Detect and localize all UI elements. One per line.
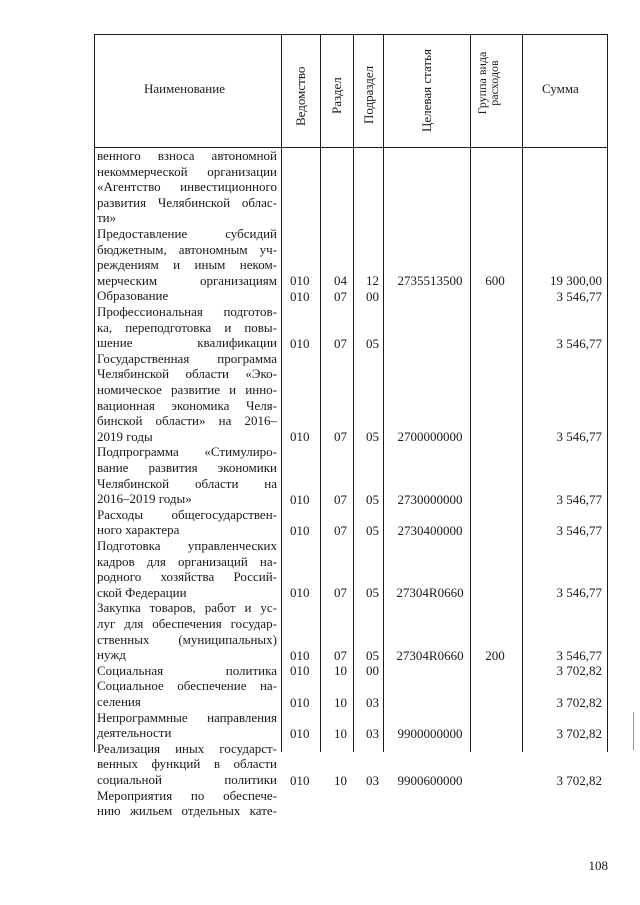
target-article-code: 9900000000 — [397, 725, 463, 741]
col-divider — [281, 34, 282, 752]
table-border-right — [607, 34, 608, 752]
row-name — [97, 741, 277, 788]
col-divider — [320, 34, 321, 752]
row-name-line: вание развития экономики — [97, 459, 277, 475]
sum-value: 3 546,77 — [556, 522, 602, 538]
department-code: 010 — [290, 335, 310, 351]
row-name — [97, 304, 277, 351]
row-name — [97, 788, 277, 819]
target-article-code: 9900600000 — [397, 772, 463, 788]
sum-value: 3 546,77 — [556, 647, 602, 663]
row-name — [97, 226, 277, 288]
section-code: 10 — [334, 772, 347, 788]
row-name-line: Государственная программа — [97, 350, 277, 366]
table-border-left — [94, 34, 95, 752]
row-name-line: мерческим организациям — [97, 272, 277, 288]
section-code: 07 — [334, 429, 347, 445]
section-code: 07 — [334, 491, 347, 507]
section-code: 10 — [334, 663, 347, 679]
section-code: 04 — [334, 273, 347, 289]
subsection-code: 05 — [366, 647, 379, 663]
sum-value: 3 546,77 — [556, 585, 602, 601]
department-code: 010 — [290, 273, 310, 289]
target-article-code: 2730400000 — [397, 522, 463, 538]
header-expense-group: Группа вида расходов — [475, 51, 501, 115]
header-name: Наименование — [144, 81, 225, 96]
sum-value: 3 546,77 — [556, 288, 602, 304]
row-name-line: ка, переподготовка и повы- — [97, 319, 277, 335]
row-name-line: венных функций в области — [97, 756, 277, 772]
sum-value: 3 702,82 — [556, 772, 602, 788]
row-name — [97, 663, 277, 679]
row-name-line: Реализация иных государст- — [97, 740, 277, 756]
row-name-line: венного взноса автономной — [97, 148, 277, 163]
row-name-line: кадров для организаций на- — [97, 553, 277, 569]
sum-value: 3 702,82 — [556, 694, 602, 710]
department-code: 010 — [290, 663, 310, 679]
row-name — [97, 507, 277, 538]
section-code: 07 — [334, 522, 347, 538]
subsection-code: 12 — [366, 273, 379, 289]
subsection-code: 03 — [366, 725, 379, 741]
department-code: 010 — [290, 694, 310, 710]
section-code: 10 — [334, 725, 347, 741]
row-name — [97, 600, 277, 662]
row-name-line: Социальное обеспечение на- — [97, 678, 277, 694]
row-name-line: родного хозяйства Россий- — [97, 569, 277, 585]
department-code: 010 — [290, 522, 310, 538]
row-name-line: некоммерческой организации — [97, 163, 277, 179]
subsection-code: 05 — [366, 335, 379, 351]
row-name-line: реждениям и иным неком- — [97, 257, 277, 273]
row-name — [97, 148, 277, 226]
row-name-line: Челябинской области на — [97, 475, 277, 491]
target-article-code: 27304R0660 — [396, 647, 464, 663]
subsection-code: 05 — [366, 429, 379, 445]
row-name — [97, 710, 277, 741]
department-code: 010 — [290, 429, 310, 445]
target-article-code: 2735513500 — [397, 273, 463, 289]
section-code: 07 — [334, 335, 347, 351]
row-name-line: «Агентство инвестиционного — [97, 179, 277, 195]
row-name — [97, 288, 277, 304]
target-article-code: 27304R0660 — [396, 585, 464, 601]
expense-group-code: 600 — [485, 273, 505, 289]
row-name-line: ти» — [97, 210, 117, 226]
row-name-line: Челябинской области «Эко- — [97, 366, 277, 382]
row-name-line: ственных (муниципальных) — [97, 631, 277, 647]
page-number: 108 — [588, 858, 608, 873]
row-name-line: ской Федерации — [97, 584, 187, 600]
row-name-line: шение квалификации — [97, 335, 277, 351]
sum-value: 3 702,82 — [556, 725, 602, 741]
subsection-code: 05 — [366, 585, 379, 601]
department-code: 010 — [290, 772, 310, 788]
row-name-line: номическое развитие и инно- — [97, 381, 277, 397]
section-code: 10 — [334, 694, 347, 710]
row-name-line: Мероприятия по обеспече- — [97, 787, 277, 803]
row-name-line: бинской области» на 2016– — [97, 413, 277, 429]
row-name-line: ного характера — [97, 522, 180, 538]
row-name-line: селения — [97, 693, 141, 709]
row-name-line: Профессиональная подготов- — [97, 304, 277, 319]
target-article-code: 2700000000 — [397, 429, 463, 445]
sum-value: 3 546,77 — [556, 429, 602, 445]
col-divider — [470, 34, 471, 752]
row-name-line: развития Челябинской облас- — [97, 194, 277, 210]
col-divider — [383, 34, 384, 752]
row-name-line: Расходы общегосударствен- — [97, 506, 277, 522]
subsection-code: 05 — [366, 522, 379, 538]
sum-value: 3 546,77 — [556, 335, 602, 351]
department-code: 010 — [290, 725, 310, 741]
col-divider — [353, 34, 354, 752]
row-name-line: Предоставление субсидий — [97, 226, 277, 241]
row-name-line: Закупка товаров, работ и ус- — [97, 600, 277, 616]
scan-mark — [633, 712, 634, 750]
row-name — [97, 444, 277, 506]
row-name-line: Подпрограмма «Стимулиро- — [97, 444, 277, 460]
row-name-line: социальной политики — [97, 771, 277, 787]
row-name — [97, 351, 277, 445]
sum-value: 19 300,00 — [550, 273, 602, 289]
header-sum: Сумма — [542, 81, 579, 96]
section-code: 07 — [334, 288, 347, 304]
expense-group-code: 200 — [485, 647, 505, 663]
sum-value: 3 702,82 — [556, 663, 602, 679]
row-name-line: Непрограммные направления — [97, 709, 277, 725]
row-name — [97, 678, 277, 709]
row-name-line: нужд — [97, 647, 126, 663]
row-name — [97, 538, 277, 600]
subsection-code: 03 — [366, 772, 379, 788]
header-subsection: Подраздел — [361, 65, 376, 124]
header-section: Раздел — [329, 77, 344, 114]
subsection-code: 05 — [366, 491, 379, 507]
row-name-line: вационная экономика Челя- — [97, 397, 277, 413]
subsection-code: 00 — [366, 663, 379, 679]
row-name-line: бюджетным, автономным уч- — [97, 241, 277, 257]
row-name-line: 2016–2019 годы» — [97, 491, 192, 507]
row-name-line: 2019 годы — [97, 428, 153, 444]
section-code: 07 — [334, 647, 347, 663]
row-name-line: Подготовка управленческих — [97, 538, 277, 553]
row-name-line: луг для обеспечения государ- — [97, 615, 277, 631]
header-department: Ведомство — [293, 66, 308, 126]
col-divider — [522, 34, 523, 752]
row-name-line: Социальная политика — [97, 662, 277, 678]
row-name-line: Образование — [97, 288, 169, 304]
department-code: 010 — [290, 647, 310, 663]
department-code: 010 — [290, 491, 310, 507]
department-code: 010 — [290, 288, 310, 304]
target-article-code: 2730000000 — [397, 491, 463, 507]
subsection-code: 03 — [366, 694, 379, 710]
subsection-code: 00 — [366, 288, 379, 304]
sum-value: 3 546,77 — [556, 491, 602, 507]
row-name-line: деятельности — [97, 725, 172, 741]
row-name-line: нию жильем отдельных кате- — [97, 803, 277, 819]
section-code: 07 — [334, 585, 347, 601]
budget-table — [94, 34, 608, 819]
department-code: 010 — [290, 585, 310, 601]
table-border-top — [94, 34, 608, 35]
header-target-article: Целевая статья — [419, 48, 434, 132]
